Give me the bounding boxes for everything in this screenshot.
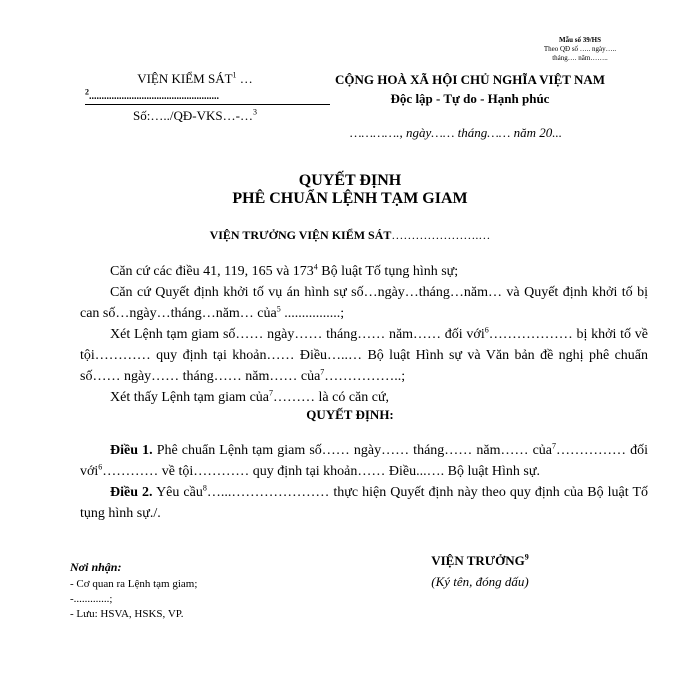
authority-dots: ………………….… [391,228,491,242]
agency-header [85,70,300,125]
p2-text-end: ................; [280,306,345,321]
document-number-footnote: 3 [252,107,257,117]
articles [80,440,648,524]
national-header [320,70,620,108]
p3-text: Xét Lệnh tạm giam số…… ngày…… tháng…… năm…… đối với [110,327,485,342]
signer-title-text: VIỆN TRƯỞNG [431,553,525,568]
signature-note: (Ký tên, đóng dấu) [431,574,529,589]
agency-name-suffix: … [236,71,253,86]
decision-heading: QUYẾT ĐỊNH: [306,407,394,422]
article-1-text-mid: …………… đối với [80,443,648,479]
signature-block [380,553,580,590]
p3-footnote-2: 7 [320,367,325,377]
p2-footnote: 5 [276,304,281,314]
decision-subtitle: PHÊ CHUẨN LỆNH TẠM GIAM [232,190,468,207]
article-2-text: Yêu cầu [152,485,203,500]
form-decision-ref: Theo QĐ số ….. ngày….. [543,45,617,53]
p3-text-end: ……………..; [324,369,406,384]
signer-title [380,553,580,569]
p1-text: Căn cứ các điều 41, 119, 165 và 173 [110,264,314,279]
sub-agency-footnote: 2 [85,87,89,97]
form-decision-date: tháng…. năm…….. [552,54,608,62]
article-2-label: Điều 2. [110,485,153,500]
agency-name-text: VIỆN KIỂM SÁT [137,71,233,86]
preamble-paragraph-1 [80,261,648,282]
p4-footnote: 7 [269,388,273,398]
article-2-text-end: …...………………… thực hiện Quyết định này theo quy định của Bộ luật Tố tụng hình sự./. [80,485,648,521]
signer-title-footnote: 9 [524,552,529,562]
document-date: …………., ngày…… tháng…… năm 20... [350,125,562,140]
p1-footnote: 4 [313,262,318,272]
article-1-text-end: ………… về tội………… quy định tại khoản…… Điều...…. Bộ luật Hình sự. [102,464,540,479]
recipient-item: -.............; [70,593,113,605]
country-name: CỘNG HOÀ XÃ HỘI CHỦ NGHĨA VIỆT NAM [334,72,606,87]
document-number [90,107,300,125]
agency-name-footnote: 1 [232,70,237,80]
article-1-footnote-1: 7 [552,441,557,451]
article-1-label: Điều 1. [110,443,153,458]
p3-footnote-1: 6 [484,325,489,335]
p3-text-mid: ……………… bị khởi tố về tội………… quy định tại khoản…… Điều…..… Bộ luật Hình sự và Văn bản đề nghị phê chuẩn số…… ngày…… tháng…… năm…… của [80,327,648,384]
article-2 [80,482,648,524]
preamble-paragraph-3 [80,324,648,387]
decision-title: QUYẾT ĐỊNH [298,172,402,189]
preamble-paragraph-2 [80,282,648,324]
agency-name [90,70,300,88]
sub-agency-dots: .................................................... [89,91,219,102]
article-1-footnote-2: 6 [98,462,103,472]
preamble-paragraph-4 [80,387,648,408]
sub-agency-line [85,87,330,105]
document-number-text: Số:…../QĐ-VKS…-… [133,108,253,123]
p1-text-end: Bộ luật Tố tụng hình sự; [317,264,459,279]
recipient-item: - Lưu: HSVA, HSKS, VP. [70,608,184,620]
article-2-footnote: 8 [202,483,207,493]
authority-line [0,228,700,243]
recipients-block [70,560,310,622]
preamble [80,261,648,408]
p2-text: Căn cứ Quyết định khởi tố vụ án hình sự số…ngày…tháng…năm… và Quyết định khởi tố bị can số…ngày…tháng…năm… của [80,285,648,321]
p4-text-end: ……… là có căn cứ, [273,390,390,405]
article-1-text: Phê chuẩn Lệnh tạm giam số…… ngày…… tháng…… năm…… của [152,443,553,458]
form-number: Mẫu số 39/HS [558,36,601,44]
recipients-heading: Nơi nhận: [70,560,122,574]
article-1 [80,440,648,482]
national-motto: Độc lập - Tự do - Hạnh phúc [390,91,550,106]
recipient-item: - Cơ quan ra Lệnh tạm giam; [70,578,198,590]
p4-text: Xét thấy Lệnh tạm giam của [110,390,269,405]
authority-title: VIỆN TRƯỞNG VIỆN KIỂM SÁT [209,228,392,242]
form-number-block [520,36,640,63]
